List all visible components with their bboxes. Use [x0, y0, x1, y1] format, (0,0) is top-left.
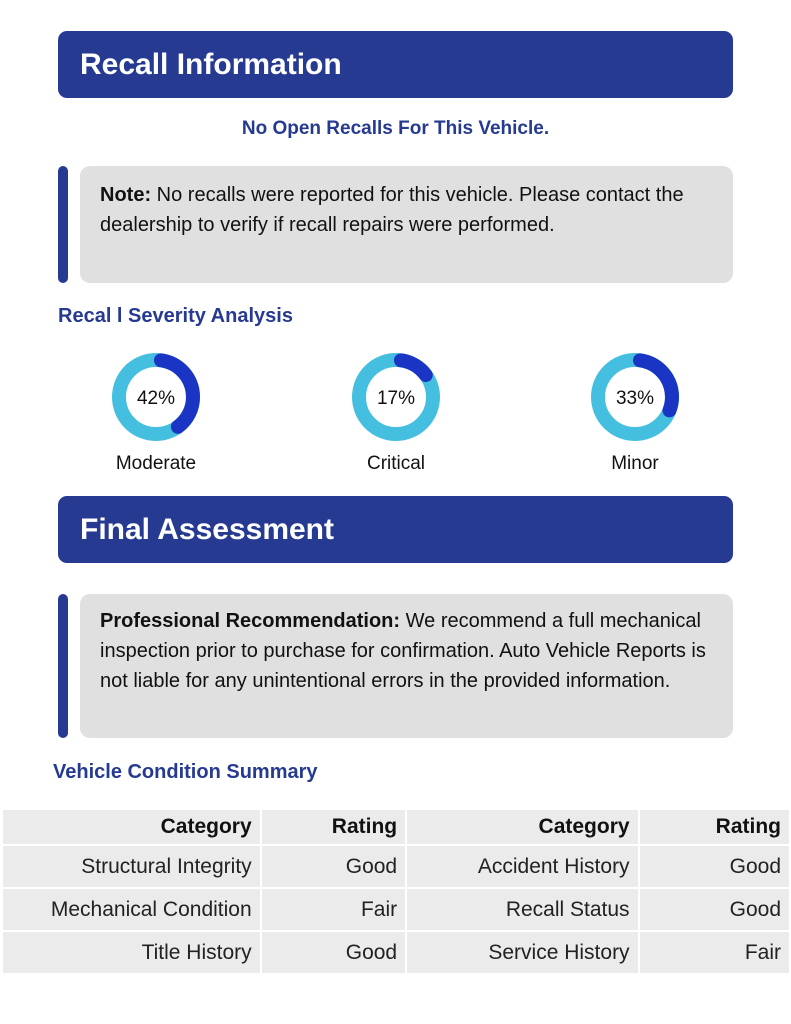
note-accent-bar: [58, 166, 68, 283]
table-row: [2, 931, 790, 974]
donut-label-minor: Minor: [611, 453, 659, 474]
donut-chart-moderate: [110, 351, 202, 443]
condition-summary-table: [1, 808, 791, 975]
note-text: No recalls were reported for this vehicle. Please contact the dealership to verify if recall repairs were performed.: [100, 184, 684, 236]
donut-label-critical: Critical: [366, 453, 426, 474]
table-cell: Title History: [2, 931, 261, 974]
donut-chart-critical: [350, 351, 442, 443]
final-assessment-banner: [58, 496, 733, 563]
table-header-row: [2, 809, 790, 845]
column-header: Category: [2, 809, 261, 845]
table-cell: Good: [639, 845, 790, 888]
recommendation-box: [80, 594, 733, 738]
recall-status-text: No Open Recalls For This Vehicle.: [241, 118, 550, 139]
table-row: [2, 845, 790, 888]
recommendation-text: We recommend a full mechanical inspection prior to purchase for confirmation. Auto Vehicle Reports is not liable for any unintentional errors in the provided information.: [100, 610, 706, 692]
donut-percent-critical: 17%: [376, 388, 416, 409]
severity-donut-minor: [555, 351, 715, 475]
recall-banner-title: Recall Information: [80, 47, 342, 81]
table-cell: Mechanical Condition: [2, 888, 261, 931]
severity-donut-moderate: [76, 351, 236, 475]
recall-information-banner: [58, 31, 733, 98]
table-cell: Service History: [406, 931, 638, 974]
table-cell: Good: [261, 931, 406, 974]
table-cell: Fair: [261, 888, 406, 931]
table-cell: Fair: [639, 931, 790, 974]
donut-percent-moderate: 42%: [136, 388, 176, 409]
table-row: [2, 888, 790, 931]
column-header: Rating: [261, 809, 406, 845]
table-cell: Good: [639, 888, 790, 931]
condition-summary-heading: Vehicle Condition Summary: [53, 761, 318, 783]
recommendation-accent-bar: [58, 594, 68, 738]
severity-donut-critical: [316, 351, 476, 475]
table-cell: Accident History: [406, 845, 638, 888]
donut-percent-minor: 33%: [615, 388, 655, 409]
final-banner-title: Final Assessment: [80, 512, 334, 546]
severity-analysis-heading: Recal l Severity Analysis: [58, 305, 293, 327]
table-cell: Recall Status: [406, 888, 638, 931]
column-header: Rating: [639, 809, 790, 845]
donut-label-moderate: Moderate: [115, 453, 197, 474]
donut-chart-minor: [589, 351, 681, 443]
table-cell: Structural Integrity: [2, 845, 261, 888]
note-label: Note:: [100, 184, 152, 206]
recommendation-label: Professional Recommendation:: [100, 610, 401, 632]
column-header: Category: [406, 809, 638, 845]
table-cell: Good: [261, 845, 406, 888]
recall-note-box: [80, 166, 733, 283]
